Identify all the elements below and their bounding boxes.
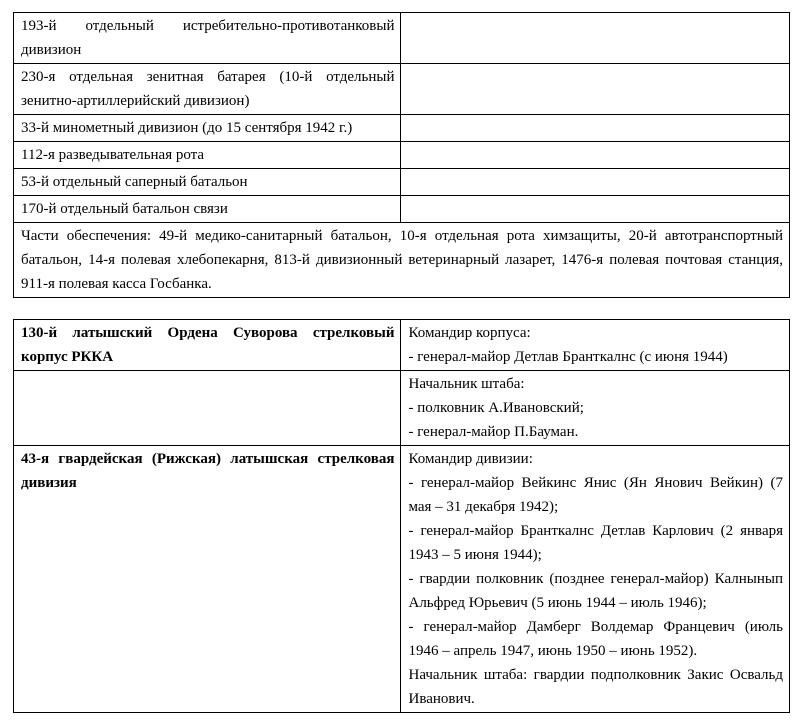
unit-value-cell: [401, 169, 790, 196]
division-commander-item: - гвардии полковник (позднее генерал-майор) Калнынып Альфред Юрьевич (5 июнь 1944 – июль 1946);: [408, 571, 783, 611]
table-row: [14, 446, 790, 713]
empty-cell: [14, 371, 401, 446]
unit-name-cell: 33-й минометный дивизион (до 15 сентября 1942 г.): [14, 115, 401, 142]
corps-commander-item: - генерал-майор Детлав Бранткалнс (с июня 1944): [408, 349, 728, 365]
table-row: [14, 169, 790, 196]
unit-name-cell: 112-я разведывательная рота: [14, 142, 401, 169]
unit-value-cell: [401, 13, 790, 64]
table-row: [14, 115, 790, 142]
corps-name-cell: 130-й латышский Ордена Суворова стрелковый корпус РККА: [14, 320, 401, 371]
unit-value-cell: [401, 142, 790, 169]
chief-of-staff-cell: [401, 371, 790, 446]
chief-of-staff-heading: Начальник штаба:: [408, 376, 525, 392]
division-chief-of-staff: Начальник штаба: гвардии подполковник Закис Освальд Иванович.: [408, 667, 783, 707]
unit-name-cell: 53-й отдельный саперный батальон: [14, 169, 401, 196]
chief-of-staff-item: - полковник А.Ивановский;: [408, 400, 584, 416]
unit-value-cell: [401, 196, 790, 223]
unit-value-cell: [401, 64, 790, 115]
unit-name-cell: 230-я отдельная зенитная батарея (10-й отдельный зенитно-артиллерийский дивизион): [14, 64, 401, 115]
chief-of-staff-item: - генерал-майор П.Бауман.: [408, 424, 579, 440]
table-row: [14, 196, 790, 223]
division-commander-cell: [401, 446, 790, 713]
division-name-cell: 43-я гвардейская (Рижская) латышская стрелковая дивизия: [14, 446, 401, 713]
table-row: [14, 223, 790, 298]
table-row: [14, 142, 790, 169]
division-commander-item: - генерал-майор Дамберг Волдемар Францевич (июль 1946 – апрель 1947, июнь 1950 – июнь 1952).: [408, 619, 783, 659]
table-row: [14, 13, 790, 64]
unit-name-cell: 170-й отдельный батальон связи: [14, 196, 401, 223]
table-row: [14, 320, 790, 371]
unit-value-cell: [401, 115, 790, 142]
division-commander-heading: Командир дивизии:: [408, 451, 533, 467]
division-commander-item: - генерал-майор Бранткалнс Детлав Карлович (2 января 1943 – 5 июня 1944);: [408, 523, 783, 563]
support-units-cell: Части обеспечения: 49-й медико-санитарный батальон, 10-я отдельная рота химзащиты, 20-й автотранспортный батальон, 14-я полевая хлебопекарня, 813-й дивизионный ветеринарный лазарет, 1476-я полевая почтовая станция, 911-я полевая касса Госбанка.: [14, 223, 790, 298]
division-commander-item: - генерал-майор Вейкинс Янис (Ян Янович Вейкин) (7 мая – 31 декабря 1942);: [408, 475, 783, 515]
table-row: [14, 371, 790, 446]
unit-name-cell: 193-й отдельный истребительно-противотанковый дивизион: [14, 13, 401, 64]
table-row: [14, 64, 790, 115]
corps-commander-heading: Командир корпуса:: [408, 325, 531, 341]
command-table: [13, 319, 790, 713]
units-table: [13, 12, 790, 298]
corps-commander-cell: [401, 320, 790, 371]
